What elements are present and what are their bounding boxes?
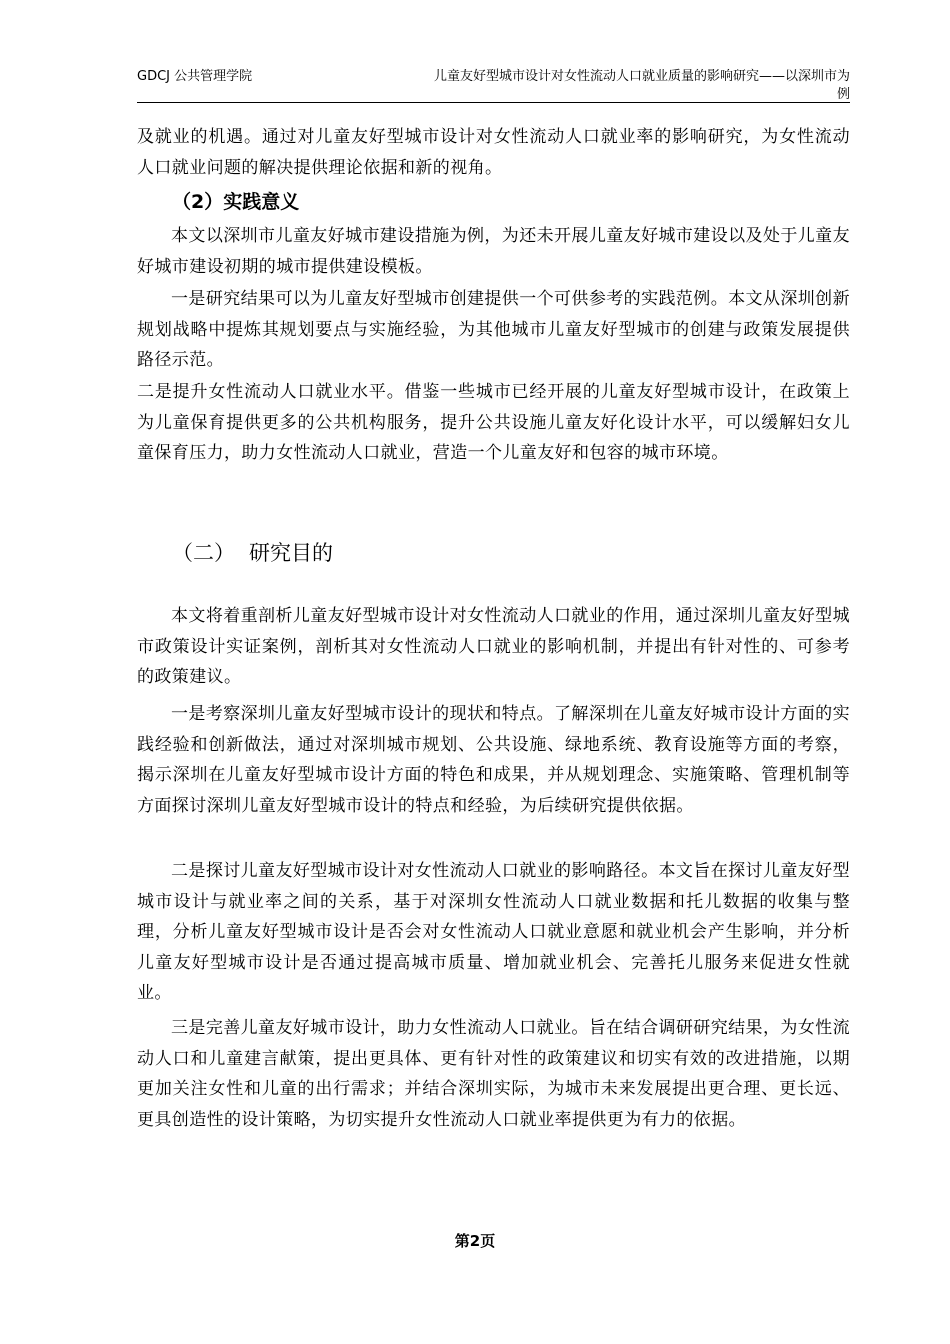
- heading-practical-significance: （2）实践意义: [172, 191, 300, 213]
- header-document-title: 儿童友好型城市设计对女性流动人口就业质量的影响研究——以深圳市为例: [433, 69, 850, 102]
- section-number: （二）: [172, 541, 235, 565]
- paragraph-practical-3: 二是提升女性流动人口就业水平。借鉴一些城市已经开展的儿童友好型城市设计，在政策上为儿童保育提供更多的公共机构服务，提升公共设施儿童友好化设计水平，可以缓解妇女儿童保育压力，助力女性流动人口就业，营造一个儿童友好和包容的城市环境。: [137, 382, 850, 463]
- paragraph-purpose-3: 二是探讨儿童友好型城市设计对女性流动人口就业的影响路径。本文旨在探讨儿童友好型城市设计与就业率之间的关系，基于对深圳女性流动人口就业数据和托儿数据的收集与整理，分析儿童友好型城市设计是否会对女性流动人口就业意愿和就业机会产生影响，并分析儿童友好型城市设计是否通过提高城市质量、增加就业机会、完善托儿服务来促进女性就业。: [137, 861, 850, 1003]
- paragraph-practical-1: 本文以深圳市儿童友好城市建设措施为例，为还未开展儿童友好城市建设以及处于儿童友好城市建设初期的城市提供建设模板。: [137, 226, 850, 277]
- page-number: 第2页: [454, 1232, 496, 1250]
- paragraph-purpose-1: 本文将着重剖析儿童友好型城市设计对女性流动人口就业的作用，通过深圳儿童友好型城市政策设计实证案例，剖析其对女性流动人口就业的影响机制，并提出有针对性的、可参考的政策建议。: [137, 606, 850, 687]
- paragraph-purpose-4: 三是完善儿童友好城市设计，助力女性流动人口就业。旨在结合调研研究结果，为女性流动人口和儿童建言献策，提出更具体、更有针对性的政策建议和切实有效的改进措施，以期更加关注女性和儿童的出行需求；并结合深圳实际，为城市未来发展提出更合理、更长远、更具创造性的设计策略，为切实提升女性流动人口就业率提供更为有力的依据。: [137, 1018, 850, 1130]
- section-title: 研究目的: [249, 541, 333, 565]
- paragraph-continuation: 及就业的机遇。通过对儿童友好型城市设计对女性流动人口就业率的影响研究，为女性流动人口就业问题的解决提供理论依据和新的视角。: [137, 127, 850, 178]
- header-institution: GDCJ 公共管理学院: [137, 69, 253, 84]
- heading-research-purpose: [172, 537, 333, 567]
- paragraph-practical-2: 一是研究结果可以为儿童友好型城市创建提供一个可供参考的实践范例。本文从深圳创新规划战略中提炼其规划要点与实施经验，为其他城市儿童友好型城市的创建与政策发展提供路径示范。: [137, 289, 850, 370]
- paragraph-purpose-2: 一是考察深圳儿童友好型城市设计的现状和特点。了解深圳在儿童友好城市设计方面的实践经验和创新做法，通过对深圳城市规划、公共设施、绿地系统、教育设施等方面的考察，揭示深圳在儿童友好型城市设计方面的特色和成果，并从规划理念、实施策略、管理机制等方面探讨深圳儿童友好型城市设计的特点和经验，为后续研究提供依据。: [137, 704, 850, 816]
- page-header: [137, 66, 850, 103]
